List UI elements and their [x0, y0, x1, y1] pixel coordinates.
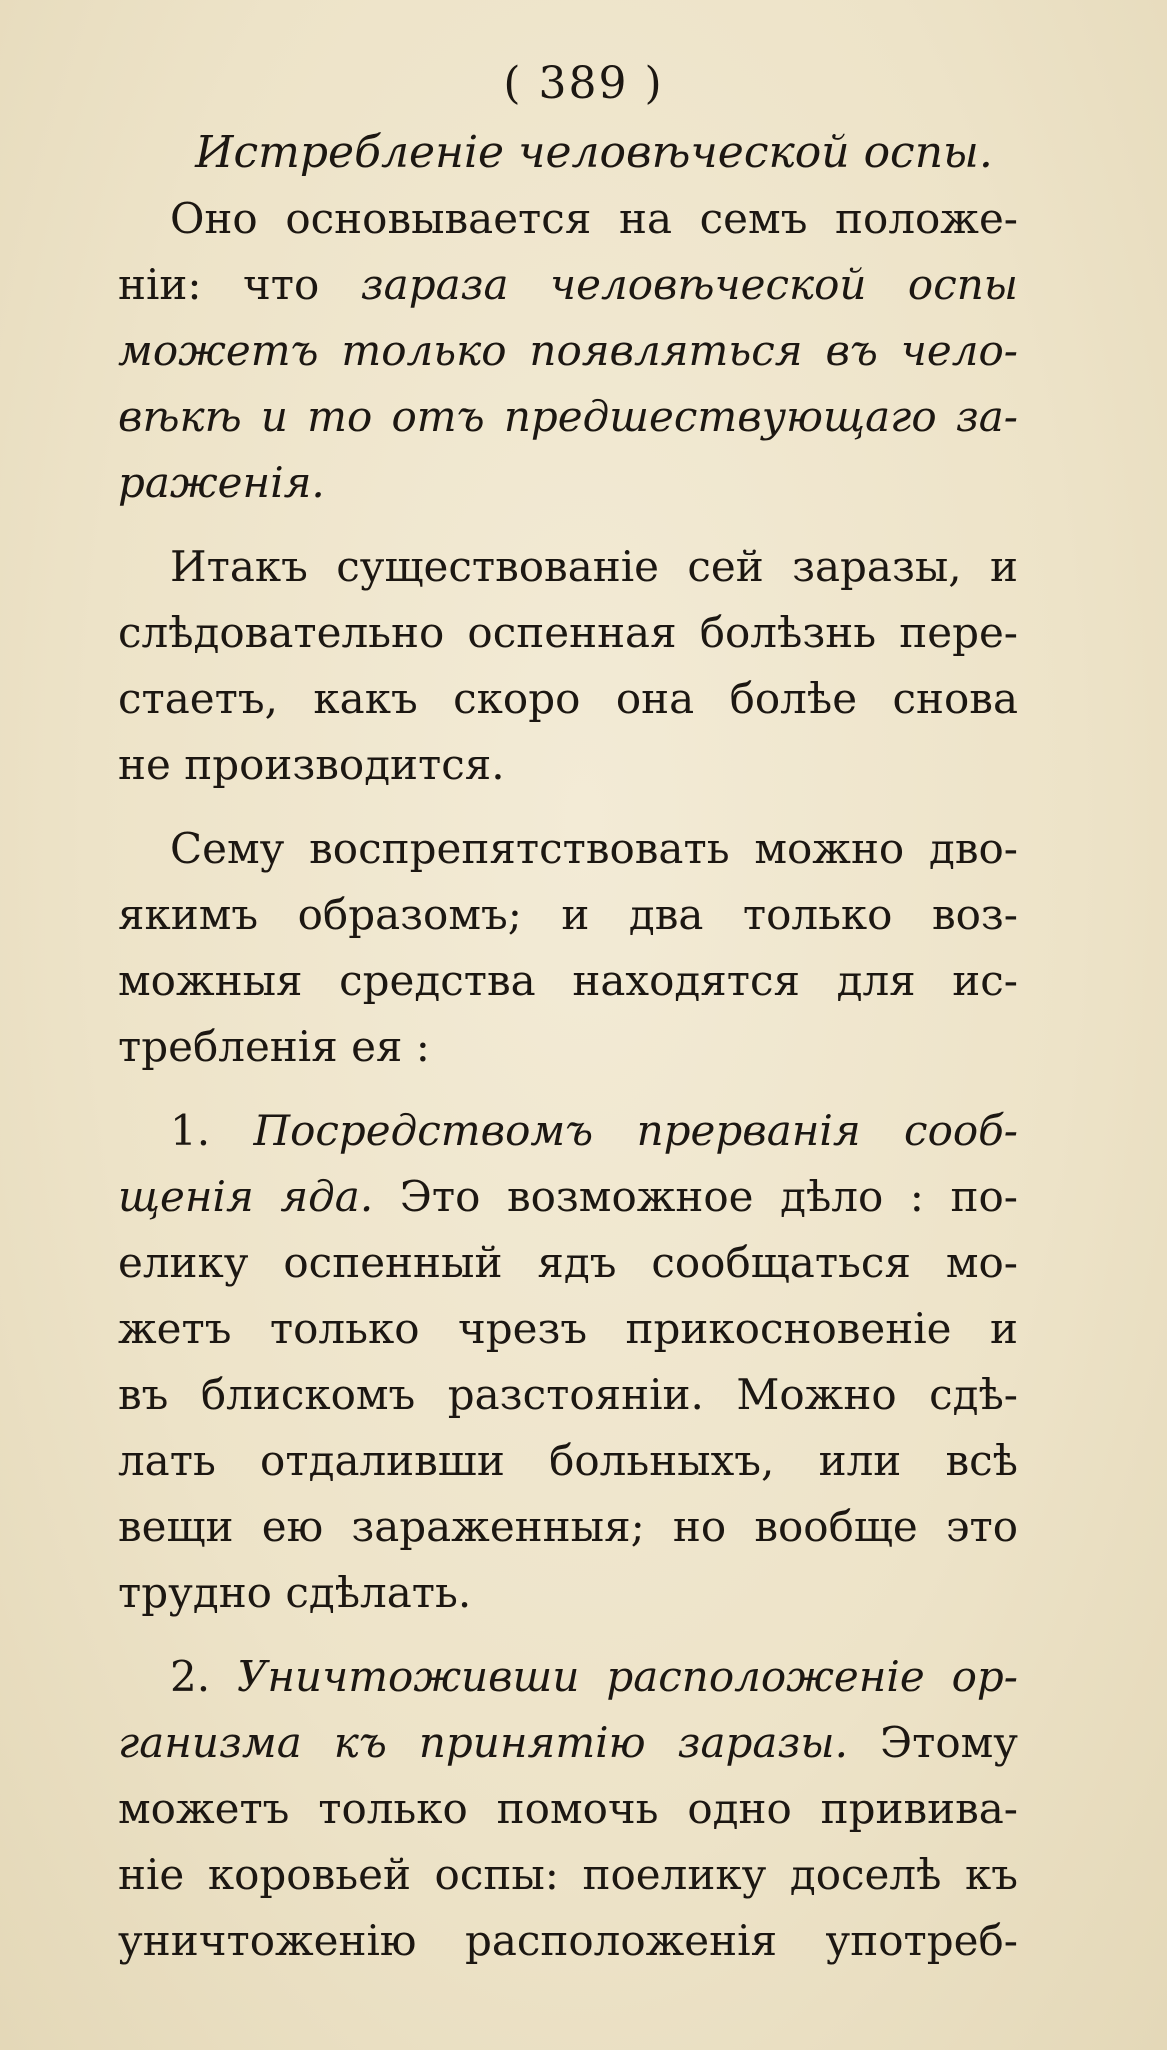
- paragraph-gap: [118, 516, 1018, 534]
- text-line: [118, 882, 1018, 948]
- text-line: [118, 1776, 1018, 1842]
- section-heading: [118, 120, 1018, 186]
- text-span: елику оспенный ядъ сообщаться мо-: [118, 1238, 1018, 1287]
- italic-text: щенія яда.: [118, 1172, 374, 1221]
- text-line: [118, 384, 1018, 450]
- paragraph-gap: [118, 798, 1018, 816]
- text-line: [118, 1014, 1018, 1080]
- text-span: стаетъ, какъ скоро она болѣе снова: [118, 674, 1018, 723]
- text-span: 2.: [170, 1652, 238, 1701]
- text-line: [118, 186, 1018, 252]
- paragraph-gap: [118, 1626, 1018, 1644]
- text-span: Сему воспрепятствовать можно дво-: [170, 824, 1018, 873]
- text-span: не производится.: [118, 740, 505, 789]
- text-line: [118, 600, 1018, 666]
- text-line: [118, 1164, 1018, 1230]
- italic-text: ганизма къ принятію заразы.: [118, 1718, 848, 1767]
- text-span: якимъ образомъ; и два только воз-: [118, 890, 1018, 939]
- text-span: ніе коровьей оспы: поелику доселѣ къ: [118, 1850, 1018, 1899]
- text-span: Это возможное дѣло : по-: [373, 1172, 1018, 1221]
- text-span: 1.: [170, 1106, 254, 1155]
- text-line: [118, 450, 1018, 516]
- page-text: [118, 120, 1018, 1974]
- text-span: въ блискомъ разстояніи. Можно сдѣ-: [118, 1370, 1018, 1419]
- italic-text: зараза человѣческой оспы: [360, 260, 1018, 309]
- italic-text: Посредствомъ прерванія сооб-: [253, 1106, 1018, 1155]
- text-span: Этому: [847, 1718, 1018, 1767]
- text-span: Итакъ существованіе сей заразы, и: [170, 542, 1018, 591]
- text-span: трудно сдѣлать.: [118, 1568, 472, 1617]
- text-line: [118, 816, 1018, 882]
- page-number: ( 389 ): [503, 58, 664, 109]
- text-line: [118, 1842, 1018, 1908]
- text-line: [118, 666, 1018, 732]
- text-line: [118, 1560, 1018, 1626]
- text-line: [118, 1098, 1018, 1164]
- text-span: уничтоженію расположенія употреб-: [118, 1916, 1018, 1965]
- text-line: [118, 252, 1018, 318]
- text-line: [118, 1494, 1018, 1560]
- text-span: слѣдовательно оспенная болѣзнь пере-: [118, 608, 1018, 657]
- text-line: [118, 318, 1018, 384]
- text-span: можныя средства находятся для ис-: [118, 956, 1018, 1005]
- italic-text: вѣкѣ и то отъ предшествующаго за-: [118, 392, 1018, 441]
- text-line: [118, 1296, 1018, 1362]
- text-span: вещи ею зараженныя; но вообще это: [118, 1502, 1018, 1551]
- text-span: ніи: что: [118, 260, 361, 309]
- text-line: [118, 1362, 1018, 1428]
- text-span: жетъ только чрезъ прикосновеніе и: [118, 1304, 1018, 1353]
- text-line: [118, 1908, 1018, 1974]
- text-line: [118, 732, 1018, 798]
- text-span: можетъ только помочь одно привива-: [118, 1784, 1018, 1833]
- text-span: Оно основывается на семъ положе-: [170, 194, 1018, 243]
- text-line: [118, 948, 1018, 1014]
- italic-text: Уничтоживши расположеніе ор-: [237, 1652, 1018, 1701]
- text-line: [118, 1230, 1018, 1296]
- text-span: лать отдаливши больныхъ, или всѣ: [118, 1436, 1018, 1485]
- text-line: [118, 534, 1018, 600]
- text-line: [118, 1644, 1018, 1710]
- italic-text: можетъ только появляться въ чело-: [118, 326, 1018, 375]
- text-span: требленія ея :: [118, 1022, 430, 1071]
- italic-text: раженія.: [118, 458, 325, 507]
- paragraph-gap: [118, 1080, 1018, 1098]
- italic-text: Истребленіе человѣческой оспы.: [195, 127, 993, 178]
- text-line: [118, 1710, 1018, 1776]
- text-line: [118, 1428, 1018, 1494]
